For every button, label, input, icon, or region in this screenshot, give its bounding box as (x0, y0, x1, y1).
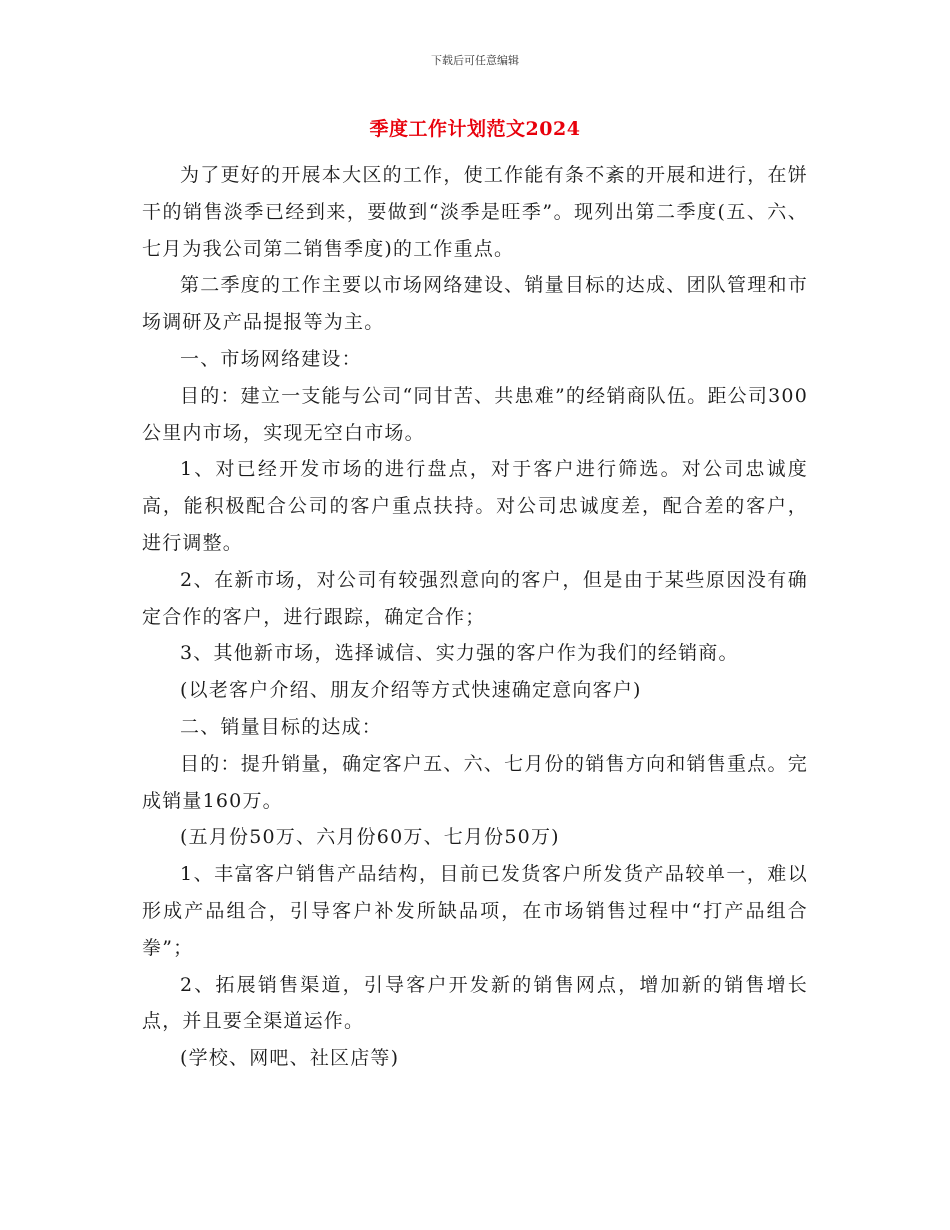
paragraph: (五月份50万、六月份60万、七月份50万) (180, 826, 560, 849)
list-item: 1、对已经开发市场的进行盘点，对于客户进行筛选。对公司忠诚度高，能积极配合公司的客户重点扶持。对公司忠诚度差，配合差的客户，进行调整。 (142, 458, 808, 554)
list-item: 2、拓展销售渠道，引导客户开发新的销售网点，增加新的销售增长点，并且要全渠道运作。 (142, 973, 808, 1033)
section-heading: 二、销量目标的达成： (180, 715, 383, 738)
list-item: 1、丰富客户销售产品结构，目前已发货客户所发货产品较单一，难以形成产品组合，引导客户补发所缺品项，在市场销售过程中“打产品组合拳”； (142, 863, 808, 959)
paragraph: 目的：提升销量，确定客户五、六、七月份的销售方向和销售重点。完成销量160万。 (142, 752, 808, 812)
list-item: 2、在新市场，对公司有较强烈意向的客户，但是由于某些原因没有确定合作的客户，进行跟踪，确定合作； (142, 568, 808, 628)
paragraph: (学校、网吧、社区店等) (180, 1047, 400, 1070)
paragraph: 第二季度的工作主要以市场网络建设、销量目标的达成、团队管理和市场调研及产品提报等为主。 (142, 274, 808, 334)
section-heading: 一、市场网络建设： (180, 347, 362, 370)
document-title: 季度工作计划范文2024 (369, 118, 581, 140)
paragraph: 目的：建立一支能与公司“同甘苦、共患难”的经销商队伍。距公司300公里内市场，实现无空白市场。 (142, 384, 808, 444)
list-item: 3、其他新市场，选择诚信、实力强的客户作为我们的经销商。 (180, 642, 739, 665)
paragraph: 为了更好的开展本大区的工作，使工作能有条不紊的开展和进行，在饼干的销售淡季已经到来，要做到“淡季是旺季”。现列出第二季度(五、六、七月为我公司第二销售季度)的工作重点。 (142, 164, 808, 260)
page-header-note: 下载后可任意编辑 (431, 54, 519, 67)
paragraph: (以老客户介绍、朋友介绍等方式快速确定意向客户) (180, 679, 642, 702)
document-body (142, 157, 808, 1077)
